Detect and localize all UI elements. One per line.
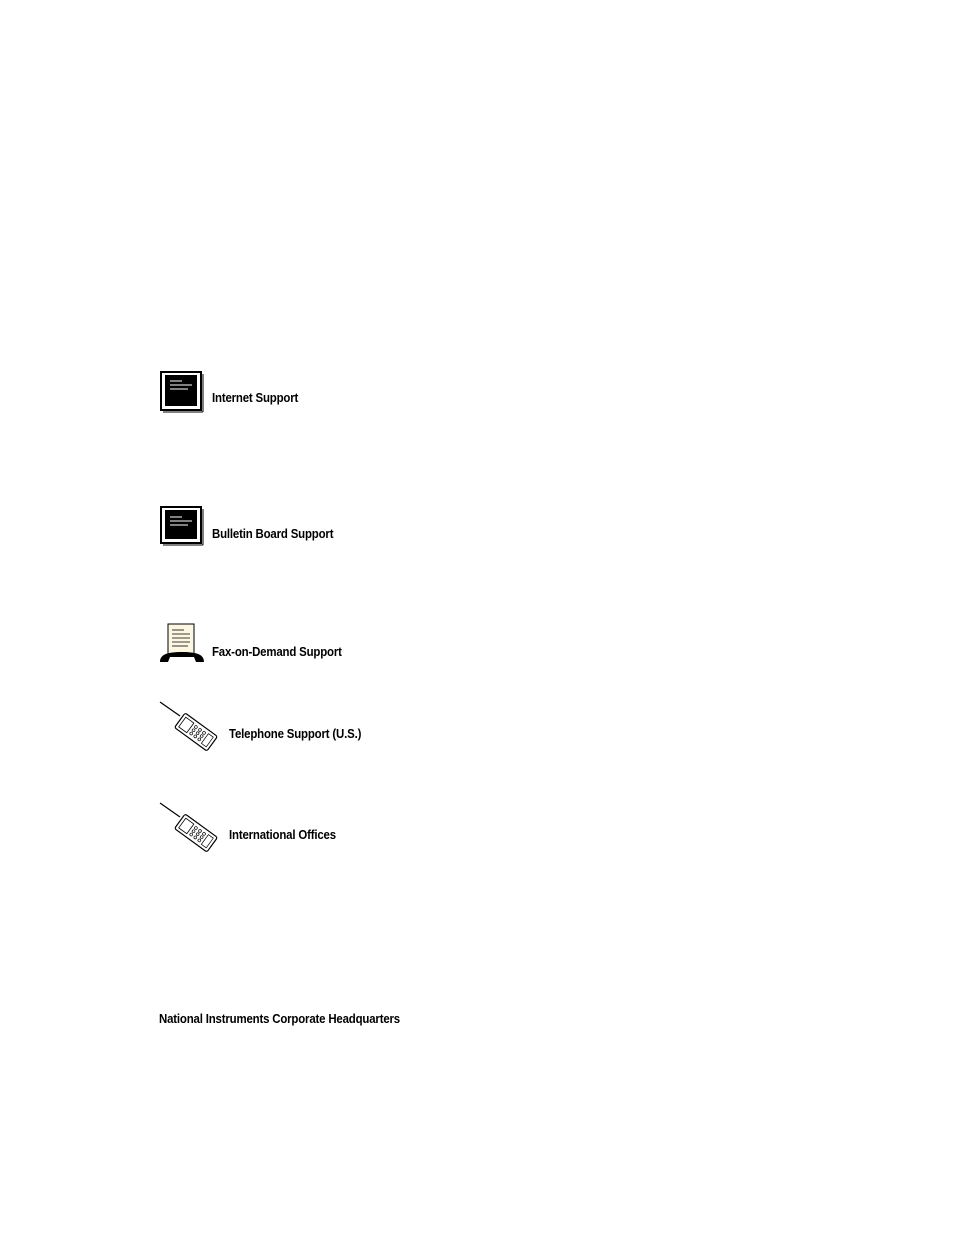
mobile-phone-icon <box>158 700 222 752</box>
telephone-support-label: Telephone Support (U.S.) <box>229 726 362 741</box>
fax-document-icon <box>158 622 206 664</box>
headquarters-title: National Instruments Corporate Headquarters <box>159 1011 400 1026</box>
computer-monitor-icon <box>160 371 204 413</box>
mobile-phone-icon <box>158 801 222 853</box>
fax-on-demand-support-label: Fax-on-Demand Support <box>212 644 342 659</box>
internet-support-label: Internet Support <box>212 390 299 405</box>
computer-monitor-icon <box>160 506 204 548</box>
bulletin-board-support-label: Bulletin Board Support <box>212 526 334 541</box>
international-offices-label: International Offices <box>229 827 336 842</box>
